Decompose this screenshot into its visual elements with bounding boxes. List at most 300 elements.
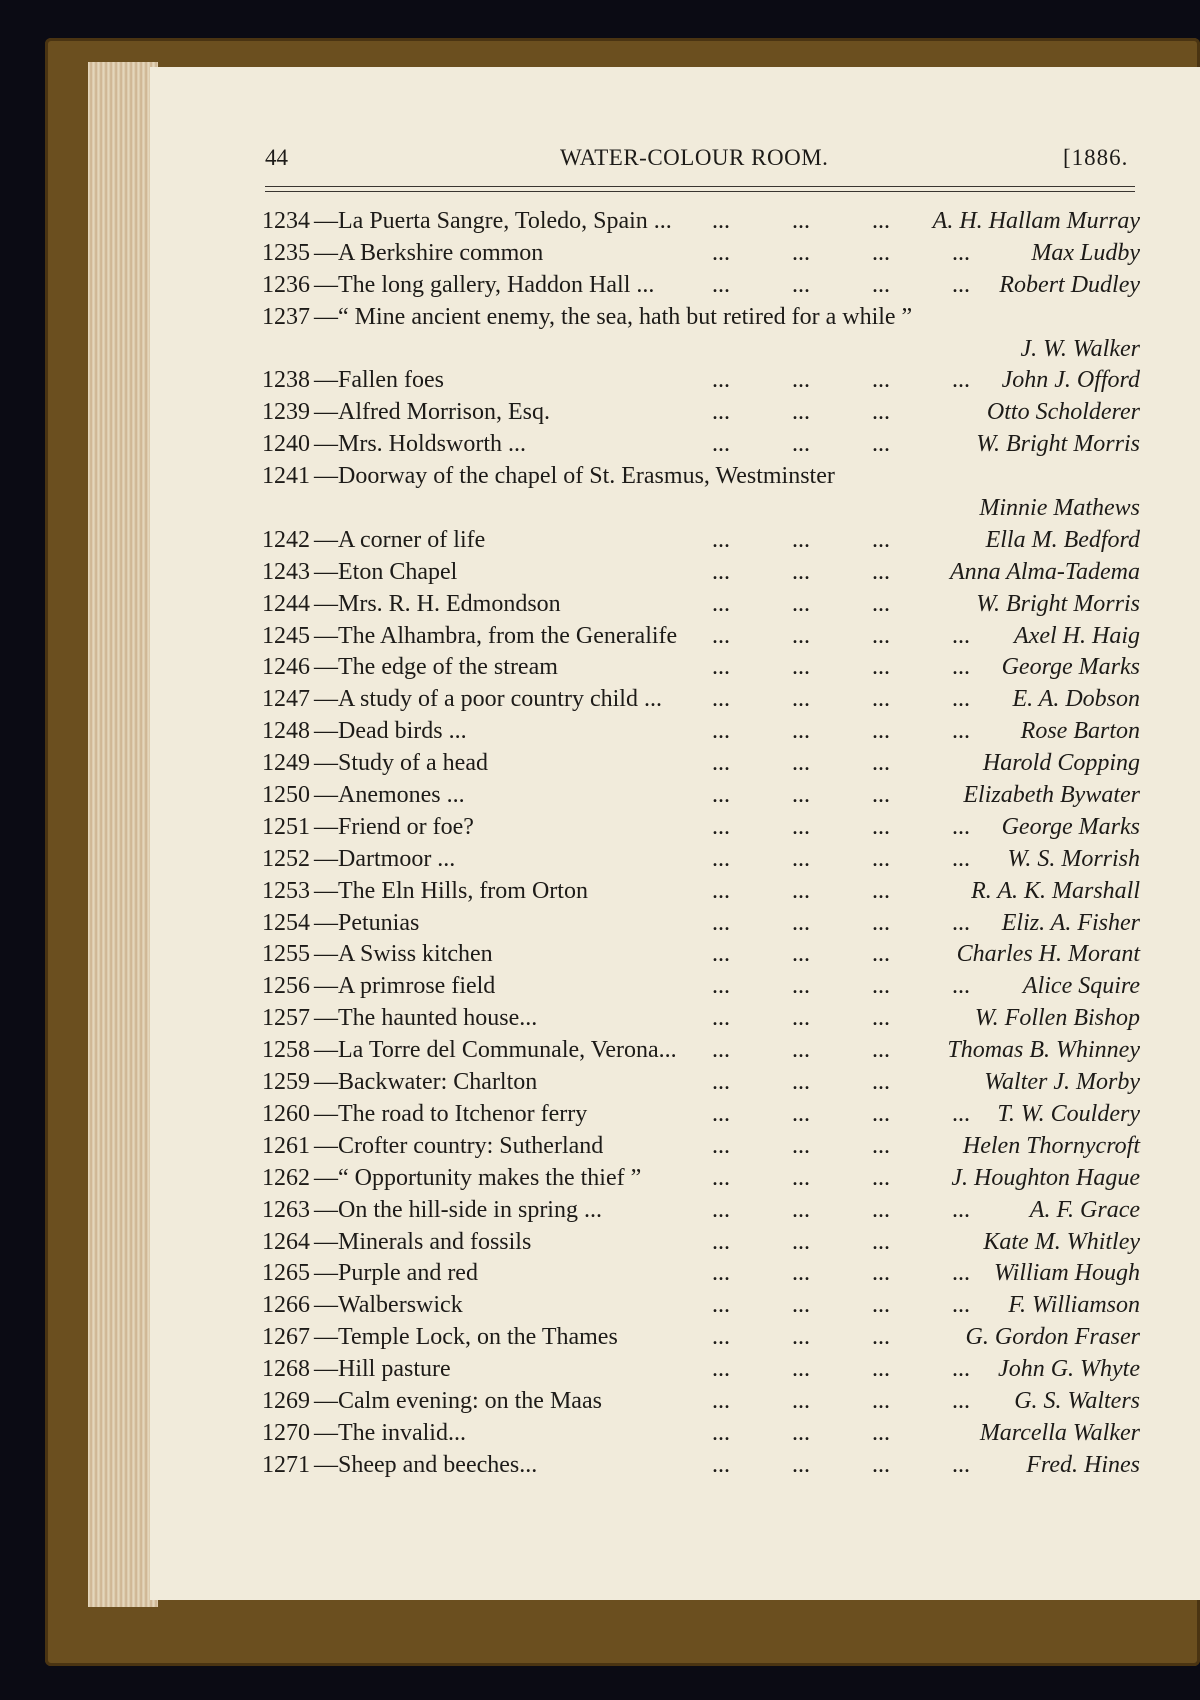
separator-dash: — — [314, 1005, 338, 1032]
artist-name: F. Williamson — [1008, 1292, 1140, 1319]
separator-dash: — — [314, 399, 338, 426]
catalogue-entry — [262, 1099, 1142, 1131]
leader-dot-group: ... — [952, 654, 970, 681]
entry-title: Mrs. Holdsworth ... — [338, 431, 527, 458]
artist-name: Kate M. Whitley — [983, 1228, 1140, 1255]
leader-dot-group: ... — [712, 973, 730, 1000]
leader-dot-group: ... — [872, 973, 890, 1000]
artist-name: E. A. Dobson — [1012, 686, 1140, 713]
separator-dash: — — [314, 973, 338, 1000]
leader-dot-group: ... — [872, 1164, 890, 1191]
leader-dot-group: ... — [712, 1196, 730, 1223]
leader-dot-group: ... — [952, 1100, 970, 1127]
leader-dot-group: ... — [872, 750, 890, 777]
entry-number: 1251 — [262, 813, 310, 840]
leader-dot-group: ... — [792, 208, 810, 234]
entry-title: A Berkshire common — [338, 239, 544, 266]
leader-dot-group: ... — [712, 431, 730, 458]
leader-dot-group: ... — [872, 1292, 890, 1319]
entry-title: Walberswick — [338, 1292, 463, 1319]
leader-dot-group: ... — [712, 845, 730, 872]
leader-dot-group: ... — [952, 813, 970, 840]
entry-title: The Alhambra, from the Generalife — [338, 622, 678, 649]
leader-dot-group: ... — [792, 558, 810, 585]
entry-title: The Eln Hills, from Orton — [338, 877, 588, 904]
entry-number: 1241 — [262, 463, 310, 490]
artist-name: A. H. Hallam Murray — [932, 208, 1140, 234]
leader-dot-group: ... — [872, 1324, 890, 1351]
leader-dot-group: ... — [872, 1069, 890, 1096]
leader-dot-group: ... — [712, 1037, 730, 1064]
catalogue-entry — [262, 780, 1142, 812]
separator-dash: — — [314, 1132, 338, 1159]
catalogue-entry — [262, 302, 1142, 334]
catalogue-entry — [262, 1290, 1142, 1322]
artist-name: W. Follen Bishop — [974, 1005, 1140, 1032]
leader-dot-group: ... — [872, 1387, 890, 1414]
entry-number: 1253 — [262, 877, 310, 904]
entry-title: The edge of the stream — [338, 654, 558, 681]
catalogue-entry — [262, 589, 1142, 621]
entry-title: Sheep and beeches... — [338, 1451, 538, 1478]
leader-dot-group: ... — [712, 813, 730, 840]
leader-dot-group: ... — [712, 1356, 730, 1383]
leader-dot-group: ... — [872, 1419, 890, 1446]
separator-dash: — — [314, 590, 338, 617]
leader-dot-group: ... — [952, 367, 970, 394]
leader-dot-group: ... — [952, 973, 970, 1000]
catalogue-entry-continuation — [262, 493, 1142, 525]
entry-title: Petunias — [338, 909, 420, 936]
leader-dot-group: ... — [712, 782, 730, 809]
leader-dot-group: ... — [872, 1005, 890, 1032]
separator-dash: — — [314, 1037, 338, 1064]
artist-name: Marcella Walker — [979, 1419, 1140, 1446]
entry-title: “ Opportunity makes the thief ” — [338, 1164, 642, 1191]
entry-title: La Puerta Sangre, Toledo, Spain ... — [338, 208, 672, 234]
artist-name: Minnie Mathews — [979, 495, 1140, 522]
artist-name: Helen Thornycroft — [962, 1132, 1140, 1159]
catalogue-entry — [262, 557, 1142, 589]
header-rule — [265, 191, 1135, 192]
leader-dot-group: ... — [792, 590, 810, 617]
leader-dot-group: ... — [792, 1164, 810, 1191]
leader-dot-group: ... — [792, 941, 810, 968]
entry-number: 1255 — [262, 941, 310, 968]
leader-dot-group: ... — [872, 1228, 890, 1255]
catalogue-entry — [262, 429, 1142, 461]
leader-dot-group: ... — [872, 526, 890, 553]
artist-name: William Hough — [993, 1260, 1140, 1287]
leader-dot-group: ... — [712, 750, 730, 777]
leader-dot-group: ... — [872, 1451, 890, 1478]
leader-dot-group: ... — [952, 1356, 970, 1383]
leader-dot-group: ... — [952, 845, 970, 872]
separator-dash: — — [314, 750, 338, 777]
leader-dot-group: ... — [792, 1005, 810, 1032]
entry-number: 1261 — [262, 1132, 310, 1159]
entry-title: The haunted house... — [338, 1005, 538, 1032]
leader-dot-group: ... — [792, 845, 810, 872]
entry-number: 1262 — [262, 1164, 310, 1191]
leader-dot-group: ... — [872, 654, 890, 681]
entry-title: Friend or foe? — [338, 813, 474, 840]
artist-name: Robert Dudley — [999, 271, 1140, 298]
leader-dot-group: ... — [712, 399, 730, 426]
catalogue-list — [262, 206, 1142, 1482]
artist-name: T. W. Couldery — [997, 1100, 1140, 1127]
catalogue-entry — [262, 1450, 1142, 1482]
leader-dot-group: ... — [712, 1451, 730, 1478]
artist-name: W. S. Morrish — [1007, 845, 1140, 872]
entry-number: 1243 — [262, 558, 310, 585]
entry-number: 1264 — [262, 1228, 310, 1255]
artist-name: Otto Scholderer — [986, 399, 1140, 426]
separator-dash: — — [314, 1260, 338, 1287]
leader-dot-group: ... — [792, 1228, 810, 1255]
page-title: WATER-COLOUR ROOM. — [560, 145, 829, 170]
leader-dot-group: ... — [872, 271, 890, 298]
separator-dash: — — [314, 1069, 338, 1096]
separator-dash: — — [314, 1100, 338, 1127]
leader-dot-group: ... — [792, 1196, 810, 1223]
leader-dot-group: ... — [872, 718, 890, 745]
leader-dot-group: ... — [712, 1260, 730, 1287]
entry-title: On the hill-side in spring ... — [338, 1196, 602, 1223]
artist-name: Axel H. Haig — [1014, 622, 1140, 649]
catalogue-entry — [262, 1418, 1142, 1450]
separator-dash: — — [314, 813, 338, 840]
separator-dash: — — [314, 1451, 338, 1478]
entry-title: Purple and red — [338, 1260, 478, 1287]
leader-dot-group: ... — [712, 367, 730, 394]
artist-name: Walter J. Morby — [984, 1069, 1140, 1096]
leader-dot-group: ... — [712, 686, 730, 713]
catalogue-entry — [262, 206, 1142, 238]
artist-name: George Marks — [1001, 813, 1140, 840]
leader-dot-group: ... — [712, 526, 730, 553]
leader-dot-group: ... — [952, 239, 970, 266]
leader-dot-group: ... — [872, 1356, 890, 1383]
leader-dot-group: ... — [712, 1005, 730, 1032]
leader-dot-group: ... — [792, 1037, 810, 1064]
entry-number: 1260 — [262, 1100, 310, 1127]
artist-name: J. W. Walker — [1020, 335, 1140, 362]
leader-dot-group: ... — [792, 909, 810, 936]
catalogue-entry — [262, 1386, 1142, 1418]
entry-number: 1263 — [262, 1196, 310, 1223]
entry-number: 1248 — [262, 718, 310, 745]
catalogue-entry — [262, 1354, 1142, 1386]
leader-dot-group: ... — [952, 1387, 970, 1414]
entry-title: Anemones ... — [338, 782, 465, 809]
entry-number: 1265 — [262, 1260, 310, 1287]
entry-number: 1237 — [262, 303, 310, 330]
entry-number: 1268 — [262, 1356, 310, 1383]
separator-dash: — — [314, 686, 338, 713]
leader-dot-group: ... — [872, 1037, 890, 1064]
entry-number: 1252 — [262, 845, 310, 872]
catalogue-entry — [262, 684, 1142, 716]
entry-title: A study of a poor country child ... — [338, 686, 662, 713]
leader-dot-group: ... — [952, 909, 970, 936]
leader-dot-group: ... — [872, 399, 890, 426]
leader-dot-group: ... — [872, 782, 890, 809]
artist-name: R. A. K. Marshall — [971, 877, 1140, 904]
header-rule — [265, 186, 1135, 187]
separator-dash: — — [314, 1419, 338, 1446]
leader-dot-group: ... — [712, 239, 730, 266]
leader-dot-group: ... — [792, 654, 810, 681]
leader-dot-group: ... — [712, 654, 730, 681]
separator-dash: — — [314, 1196, 338, 1223]
entry-number: 1235 — [262, 239, 310, 266]
catalogue-entry — [262, 971, 1142, 1003]
leader-dot-group: ... — [712, 590, 730, 617]
leader-dot-group: ... — [792, 1132, 810, 1159]
leader-dot-group: ... — [792, 1419, 810, 1446]
page-edges — [88, 62, 158, 1607]
entry-title: “ Mine ancient enemy, the sea, hath but retired for a while ” — [338, 303, 913, 330]
leader-dot-group: ... — [792, 1451, 810, 1478]
leader-dot-group: ... — [792, 782, 810, 809]
entry-title: Minerals and fossils — [338, 1228, 532, 1255]
leader-dot-group: ... — [712, 271, 730, 298]
entry-number: 1267 — [262, 1324, 310, 1351]
artist-name: W. Bright Morris — [976, 431, 1140, 458]
leader-dot-group: ... — [712, 208, 730, 234]
artist-name: W. Bright Morris — [976, 590, 1140, 617]
entry-number: 1242 — [262, 526, 310, 553]
catalogue-entry — [262, 1067, 1142, 1099]
catalogue-entry — [262, 525, 1142, 557]
leader-dot-group: ... — [792, 877, 810, 904]
entry-title: Mrs. R. H. Edmondson — [338, 590, 561, 617]
leader-dot-group: ... — [792, 973, 810, 1000]
separator-dash: — — [314, 526, 338, 553]
entry-title: Fallen foes — [338, 367, 444, 394]
leader-dot-group: ... — [712, 718, 730, 745]
leader-dot-group: ... — [792, 686, 810, 713]
separator-dash: — — [314, 431, 338, 458]
entry-number: 1249 — [262, 750, 310, 777]
leader-dot-group: ... — [712, 1228, 730, 1255]
separator-dash: — — [314, 718, 338, 745]
entry-title: Doorway of the chapel of St. Erasmus, Westminster — [338, 463, 835, 490]
entry-title: Study of a head — [338, 750, 488, 777]
leader-dot-group: ... — [952, 686, 970, 713]
entry-title: A corner of life — [338, 526, 486, 553]
entry-title: Eton Chapel — [338, 558, 458, 585]
entry-number: 1254 — [262, 909, 310, 936]
separator-dash: — — [314, 463, 338, 490]
leader-dot-group: ... — [792, 431, 810, 458]
leader-dot-group: ... — [712, 1100, 730, 1127]
artist-name: John J. Offord — [1001, 367, 1140, 394]
entry-number: 1234 — [262, 208, 310, 234]
separator-dash: — — [314, 877, 338, 904]
entry-title: Crofter country: Sutherland — [338, 1132, 604, 1159]
artist-name: Rose Barton — [1020, 718, 1140, 745]
separator-dash: — — [314, 1324, 338, 1351]
separator-dash: — — [314, 1292, 338, 1319]
leader-dot-group: ... — [792, 367, 810, 394]
catalogue-entry — [262, 1227, 1142, 1259]
entry-number: 1244 — [262, 590, 310, 617]
catalogue-entry — [262, 716, 1142, 748]
leader-dot-group: ... — [952, 1451, 970, 1478]
separator-dash: — — [314, 1228, 338, 1255]
entry-number: 1256 — [262, 973, 310, 1000]
leader-dot-group: ... — [792, 526, 810, 553]
leader-dot-group: ... — [712, 1292, 730, 1319]
catalogue-entry — [262, 621, 1142, 653]
catalogue-entry — [262, 876, 1142, 908]
leader-dot-group: ... — [712, 1324, 730, 1351]
leader-dot-group: ... — [872, 1132, 890, 1159]
leader-dot-group: ... — [952, 1196, 970, 1223]
artist-name: G. S. Walters — [1014, 1387, 1140, 1414]
leader-dot-group: ... — [792, 1324, 810, 1351]
entry-title: La Torre del Communale, Verona... — [338, 1037, 677, 1064]
separator-dash: — — [314, 845, 338, 872]
leader-dot-group: ... — [792, 1292, 810, 1319]
running-header — [0, 145, 1200, 175]
artist-name: Harold Copping — [982, 750, 1140, 777]
separator-dash: — — [314, 239, 338, 266]
artist-name: G. Gordon Fraser — [965, 1324, 1140, 1351]
entry-title: Alfred Morrison, Esq. — [338, 399, 550, 426]
catalogue-entry — [262, 812, 1142, 844]
catalogue-entry — [262, 748, 1142, 780]
entry-number: 1247 — [262, 686, 310, 713]
artist-name: George Marks — [1001, 654, 1140, 681]
catalogue-entry — [262, 1258, 1142, 1290]
catalogue-entry — [262, 270, 1142, 302]
leader-dot-group: ... — [872, 208, 890, 234]
entry-title: The road to Itchenor ferry — [338, 1100, 588, 1127]
leader-dot-group: ... — [872, 239, 890, 266]
artist-name: Elizabeth Bywater — [963, 782, 1140, 809]
artist-name: Alice Squire — [1022, 973, 1140, 1000]
catalogue-entry — [262, 652, 1142, 684]
leader-dot-group: ... — [792, 239, 810, 266]
leader-dot-group: ... — [872, 1260, 890, 1287]
artist-name: Anna Alma-Tadema — [949, 558, 1140, 585]
artist-name: Thomas B. Whinney — [947, 1037, 1140, 1064]
entry-number: 1270 — [262, 1419, 310, 1446]
leader-dot-group: ... — [792, 813, 810, 840]
entry-title: A Swiss kitchen — [338, 941, 493, 968]
catalogue-entry-continuation — [262, 334, 1142, 366]
leader-dot-group: ... — [872, 431, 890, 458]
separator-dash: — — [314, 271, 338, 298]
leader-dot-group: ... — [872, 1196, 890, 1223]
leader-dot-group: ... — [792, 718, 810, 745]
leader-dot-group: ... — [792, 1260, 810, 1287]
leader-dot-group: ... — [872, 845, 890, 872]
artist-name: A. F. Grace — [1029, 1196, 1140, 1223]
separator-dash: — — [314, 1356, 338, 1383]
page-number: 44 — [265, 145, 288, 170]
separator-dash: — — [314, 1387, 338, 1414]
entry-number: 1250 — [262, 782, 310, 809]
catalogue-entry — [262, 1003, 1142, 1035]
separator-dash: — — [314, 909, 338, 936]
entry-title: Calm evening: on the Maas — [338, 1387, 602, 1414]
entry-number: 1269 — [262, 1387, 310, 1414]
leader-dot-group: ... — [712, 622, 730, 649]
entry-number: 1240 — [262, 431, 310, 458]
entry-title: The long gallery, Haddon Hall ... — [338, 271, 655, 298]
leader-dot-group: ... — [872, 590, 890, 617]
leader-dot-group: ... — [792, 1356, 810, 1383]
catalogue-entry — [262, 461, 1142, 493]
catalogue-entry — [262, 1195, 1142, 1227]
catalogue-entry — [262, 1322, 1142, 1354]
leader-dot-group: ... — [712, 909, 730, 936]
leader-dot-group: ... — [792, 399, 810, 426]
catalogue-entry — [262, 1163, 1142, 1195]
leader-dot-group: ... — [952, 718, 970, 745]
leader-dot-group: ... — [792, 622, 810, 649]
entry-number: 1259 — [262, 1069, 310, 1096]
leader-dot-group: ... — [872, 941, 890, 968]
entry-number: 1238 — [262, 367, 310, 394]
catalogue-entry — [262, 844, 1142, 876]
artist-name: Charles H. Morant — [956, 941, 1140, 968]
catalogue-entry — [262, 238, 1142, 270]
entry-number: 1245 — [262, 622, 310, 649]
leader-dot-group: ... — [792, 1069, 810, 1096]
leader-dot-group: ... — [952, 271, 970, 298]
leader-dot-group: ... — [872, 909, 890, 936]
catalogue-entry — [262, 365, 1142, 397]
artist-name: Fred. Hines — [1026, 1451, 1140, 1478]
entry-number: 1258 — [262, 1037, 310, 1064]
leader-dot-group: ... — [712, 1069, 730, 1096]
entry-number: 1246 — [262, 654, 310, 681]
artist-name: Eliz. A. Fisher — [1001, 909, 1140, 936]
leader-dot-group: ... — [952, 622, 970, 649]
separator-dash: — — [314, 208, 338, 234]
leader-dot-group: ... — [712, 1164, 730, 1191]
entry-title: A primrose field — [338, 973, 496, 1000]
artist-name: Max Ludby — [1031, 239, 1140, 266]
leader-dot-group: ... — [712, 1419, 730, 1446]
separator-dash: — — [314, 303, 338, 330]
artist-name: John G. Whyte — [998, 1356, 1140, 1383]
leader-dot-group: ... — [872, 877, 890, 904]
leader-dot-group: ... — [952, 1260, 970, 1287]
leader-dot-group: ... — [712, 1132, 730, 1159]
year-label: [1886. — [1063, 145, 1129, 170]
entry-number: 1236 — [262, 271, 310, 298]
separator-dash: — — [314, 558, 338, 585]
leader-dot-group: ... — [952, 1292, 970, 1319]
separator-dash: — — [314, 654, 338, 681]
leader-dot-group: ... — [712, 558, 730, 585]
catalogue-entry — [262, 939, 1142, 971]
entry-title: The invalid... — [338, 1419, 466, 1446]
leader-dot-group: ... — [712, 877, 730, 904]
catalogue-entry — [262, 908, 1142, 940]
separator-dash: — — [314, 782, 338, 809]
entry-number: 1271 — [262, 1451, 310, 1478]
leader-dot-group: ... — [792, 750, 810, 777]
catalogue-entry — [262, 1035, 1142, 1067]
catalogue-entry — [262, 1131, 1142, 1163]
